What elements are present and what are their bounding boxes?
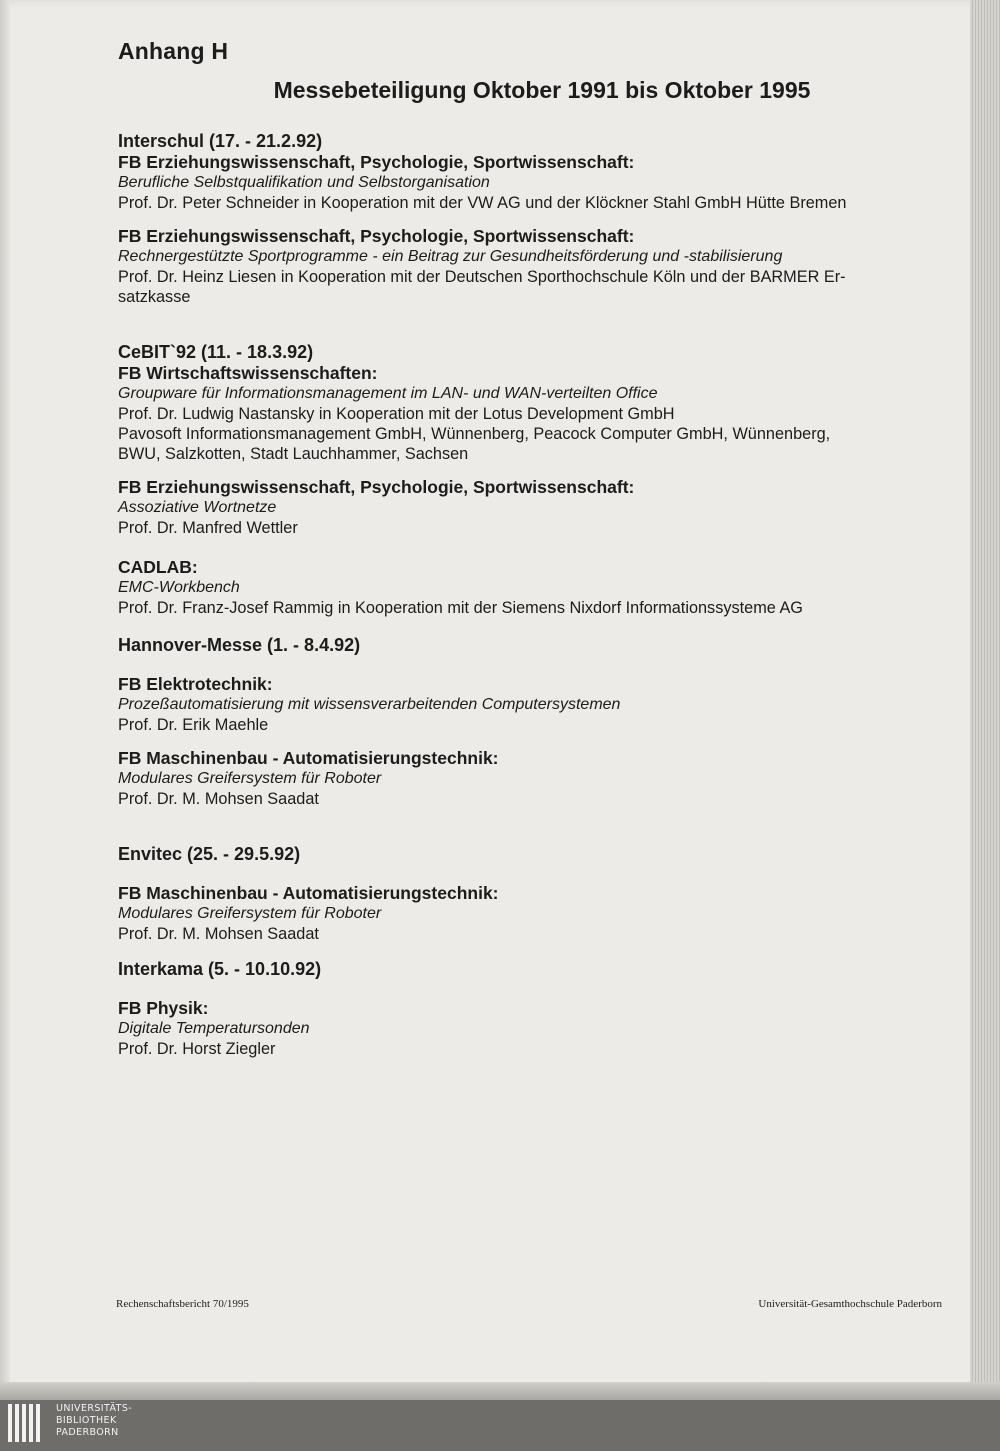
- exhibit-entry: [118, 152, 956, 213]
- library-logo-line: BIBLIOTHEK: [56, 1415, 117, 1426]
- exhibitor-continued: satzkasse: [118, 288, 191, 306]
- event-interschul: [116, 130, 956, 307]
- exhibit-entry: [118, 998, 956, 1059]
- exhibit-topic: Prozeßautomatisierung mit wissensverarbeitenden Computersystemen: [118, 696, 621, 713]
- exhibit-topic: Modulares Greifersystem für Roboter: [118, 770, 382, 787]
- event-cebit: [116, 341, 956, 618]
- page-title: Messebeteiligung Oktober 1991 bis Oktober 1995: [273, 77, 811, 103]
- department: FB Physik:: [118, 998, 209, 1018]
- event-interkama: [116, 958, 956, 1059]
- exhibitor: Prof. Dr. Manfred Wettler: [118, 519, 298, 537]
- exhibitor-continued: Pavosoft Informationsmanagement GmbH, Wünnenberg, Peacock Computer GmbH, Wünnenberg,: [118, 425, 831, 443]
- page-content: [116, 38, 956, 1059]
- exhibitor: Prof. Dr. M. Mohsen Saadat: [118, 925, 319, 943]
- event-title: CeBIT`92 (11. - 18.3.92): [118, 342, 314, 362]
- exhibitor: Prof. Dr. Ludwig Nastansky in Kooperation mit der Lotus Development GmbH: [118, 405, 675, 423]
- department: FB Maschinenbau - Automatisierungstechnik:: [118, 883, 499, 903]
- library-logo-text: [56, 1403, 132, 1439]
- department: FB Maschinenbau - Automatisierungstechnik:: [118, 748, 499, 768]
- library-logo: [0, 1400, 160, 1451]
- exhibit-entry: [118, 883, 956, 944]
- department: FB Elektrotechnik:: [118, 674, 273, 694]
- exhibit-topic: Modulares Greifersystem für Roboter: [118, 905, 382, 922]
- library-logo-line: PADERBORN: [56, 1427, 119, 1438]
- exhibit-entry: [118, 226, 956, 307]
- event-title: Interschul (17. - 21.2.92): [118, 131, 323, 151]
- exhibit-topic: Groupware für Informationsmanagement im LAN- und WAN-verteilten Office: [118, 385, 658, 402]
- appendix-label: Anhang H: [118, 38, 229, 64]
- department: FB Erziehungswissenschaft, Psychologie, Sportwissenschaft:: [118, 152, 635, 172]
- exhibit-entry: [118, 363, 956, 464]
- exhibit-topic: Berufliche Selbstqualifikation und Selbstorganisation: [118, 174, 490, 191]
- footer-report-reference: Rechenschaftsbericht 70/1995: [116, 1298, 249, 1310]
- page-footer: [116, 1298, 942, 1310]
- exhibitor: Prof. Dr. Heinz Liesen in Kooperation mit der Deutschen Sporthochschule Köln und der BARMER Er-: [118, 268, 846, 286]
- exhibit-topic: Rechnergestützte Sportprogramme - ein Beitrag zur Gesundheitsförderung und -stabilisierung: [118, 248, 783, 265]
- event-title: Interkama (5. - 10.10.92): [118, 959, 322, 979]
- exhibitor: Prof. Dr. Franz-Josef Rammig in Kooperation mit der Siemens Nixdorf Informationssysteme AG: [118, 599, 803, 617]
- exhibit-entry: [118, 748, 956, 809]
- library-logo-line: UNIVERSITÄTS-: [56, 1403, 133, 1414]
- exhibitor-continued: BWU, Salzkotten, Stadt Lauchhammer, Sachsen: [118, 445, 469, 463]
- page-bottom-edge: [0, 1382, 1000, 1400]
- exhibit-topic: Digitale Temperatursonden: [118, 1020, 310, 1037]
- event-title: Envitec (25. - 29.5.92): [118, 844, 301, 864]
- department: FB Erziehungswissenschaft, Psychologie, Sportwissenschaft:: [118, 477, 635, 497]
- book-page-edges: [970, 0, 1000, 1400]
- library-logo-icon: [8, 1404, 40, 1442]
- event-title: Hannover-Messe (1. - 8.4.92): [118, 635, 361, 655]
- exhibitor: Prof. Dr. Peter Schneider in Kooperation mit der VW AG und der Klöckner Stahl GmbH Hütte Bremen: [118, 194, 847, 212]
- department: FB Wirtschaftswissenschaften:: [118, 363, 378, 383]
- exhibitor: Prof. Dr. Erik Maehle: [118, 716, 269, 734]
- exhibit-entry: [118, 477, 956, 538]
- event-envitec: [116, 843, 956, 944]
- page-left-edge: [0, 0, 10, 1390]
- department: FB Erziehungswissenschaft, Psychologie, Sportwissenschaft:: [118, 226, 635, 246]
- exhibit-entry: [118, 674, 956, 735]
- exhibit-topic: EMC-Workbench: [118, 579, 240, 596]
- footer-institution: Universität-Gesamthochschule Paderborn: [758, 1298, 942, 1310]
- exhibitor: Prof. Dr. M. Mohsen Saadat: [118, 790, 319, 808]
- exhibit-topic: Assoziative Wortnetze: [118, 499, 277, 516]
- exhibit-entry: [118, 557, 956, 618]
- exhibitor: Prof. Dr. Horst Ziegler: [118, 1040, 276, 1058]
- department: CADLAB:: [118, 557, 198, 577]
- event-hannover-messe: [116, 634, 956, 809]
